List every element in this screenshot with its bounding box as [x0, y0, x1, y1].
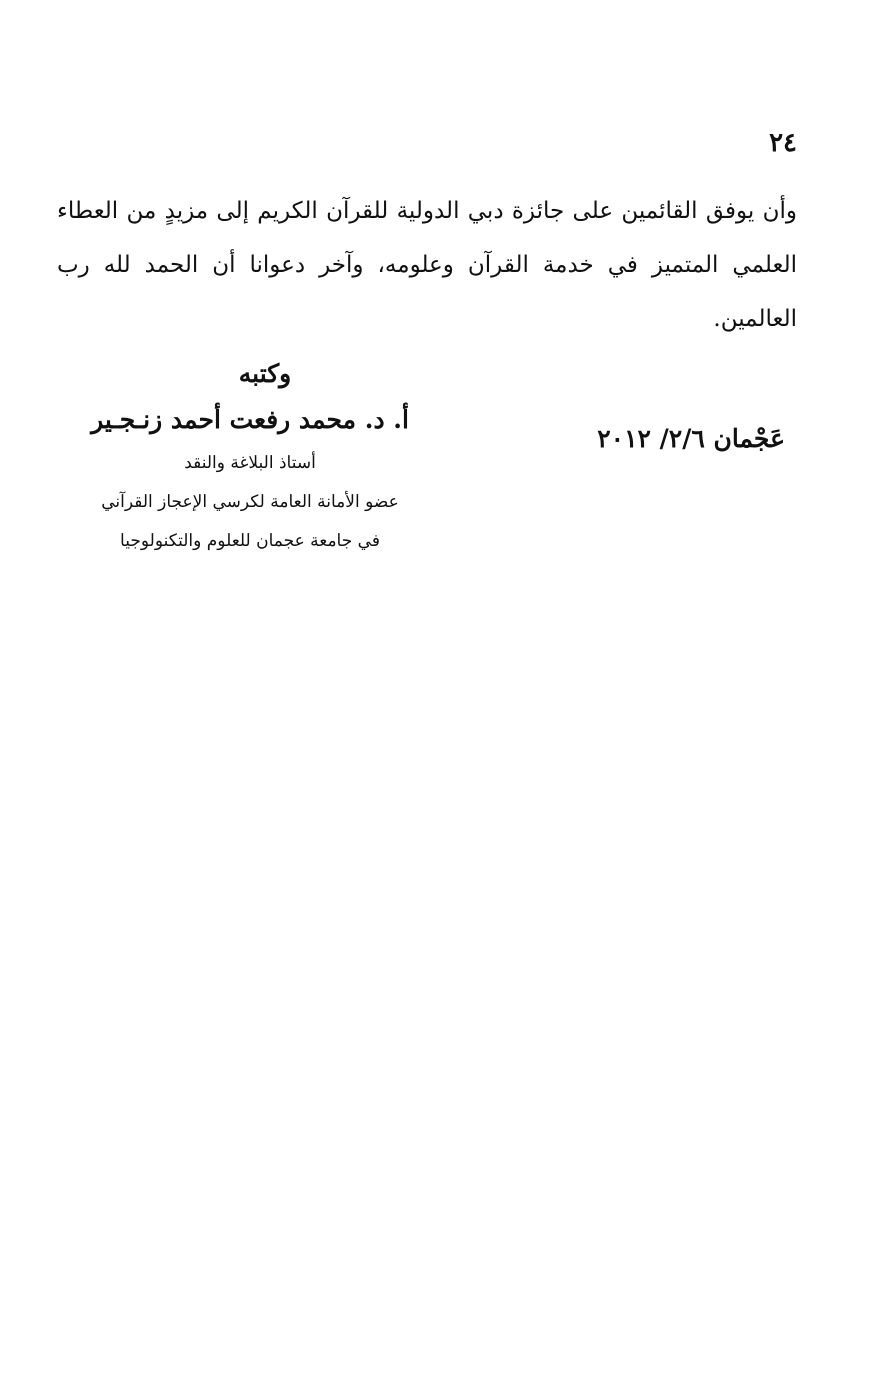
author-university: في جامعة عجمان للعلوم والتكنولوجيا: [120, 531, 380, 551]
signature-block: [60, 352, 440, 561]
body-paragraph: وأن يوفق القائمين على جائزة دبي الدولية للقرآن الكريم إلى مزيدٍ من العطاء العلمي المتميز في خدمة القرآن وعلومه، وآخر دعوانا أن الحمد لله رب العالمين.: [57, 198, 797, 332]
page-number: ٢٤: [769, 128, 797, 158]
author-name: أ. د. محمد رفعت أحمد زنـجـير: [91, 405, 409, 434]
signature-heading: وكتبه: [238, 359, 292, 388]
author-title: أستاذ البلاغة والنقد: [184, 453, 316, 473]
author-membership: عضو الأمانة العامة لكرسي الإعجاز القرآني: [101, 492, 399, 512]
place-date: عَجْمان ٢/٦/ ٢٠١٢: [597, 424, 785, 453]
